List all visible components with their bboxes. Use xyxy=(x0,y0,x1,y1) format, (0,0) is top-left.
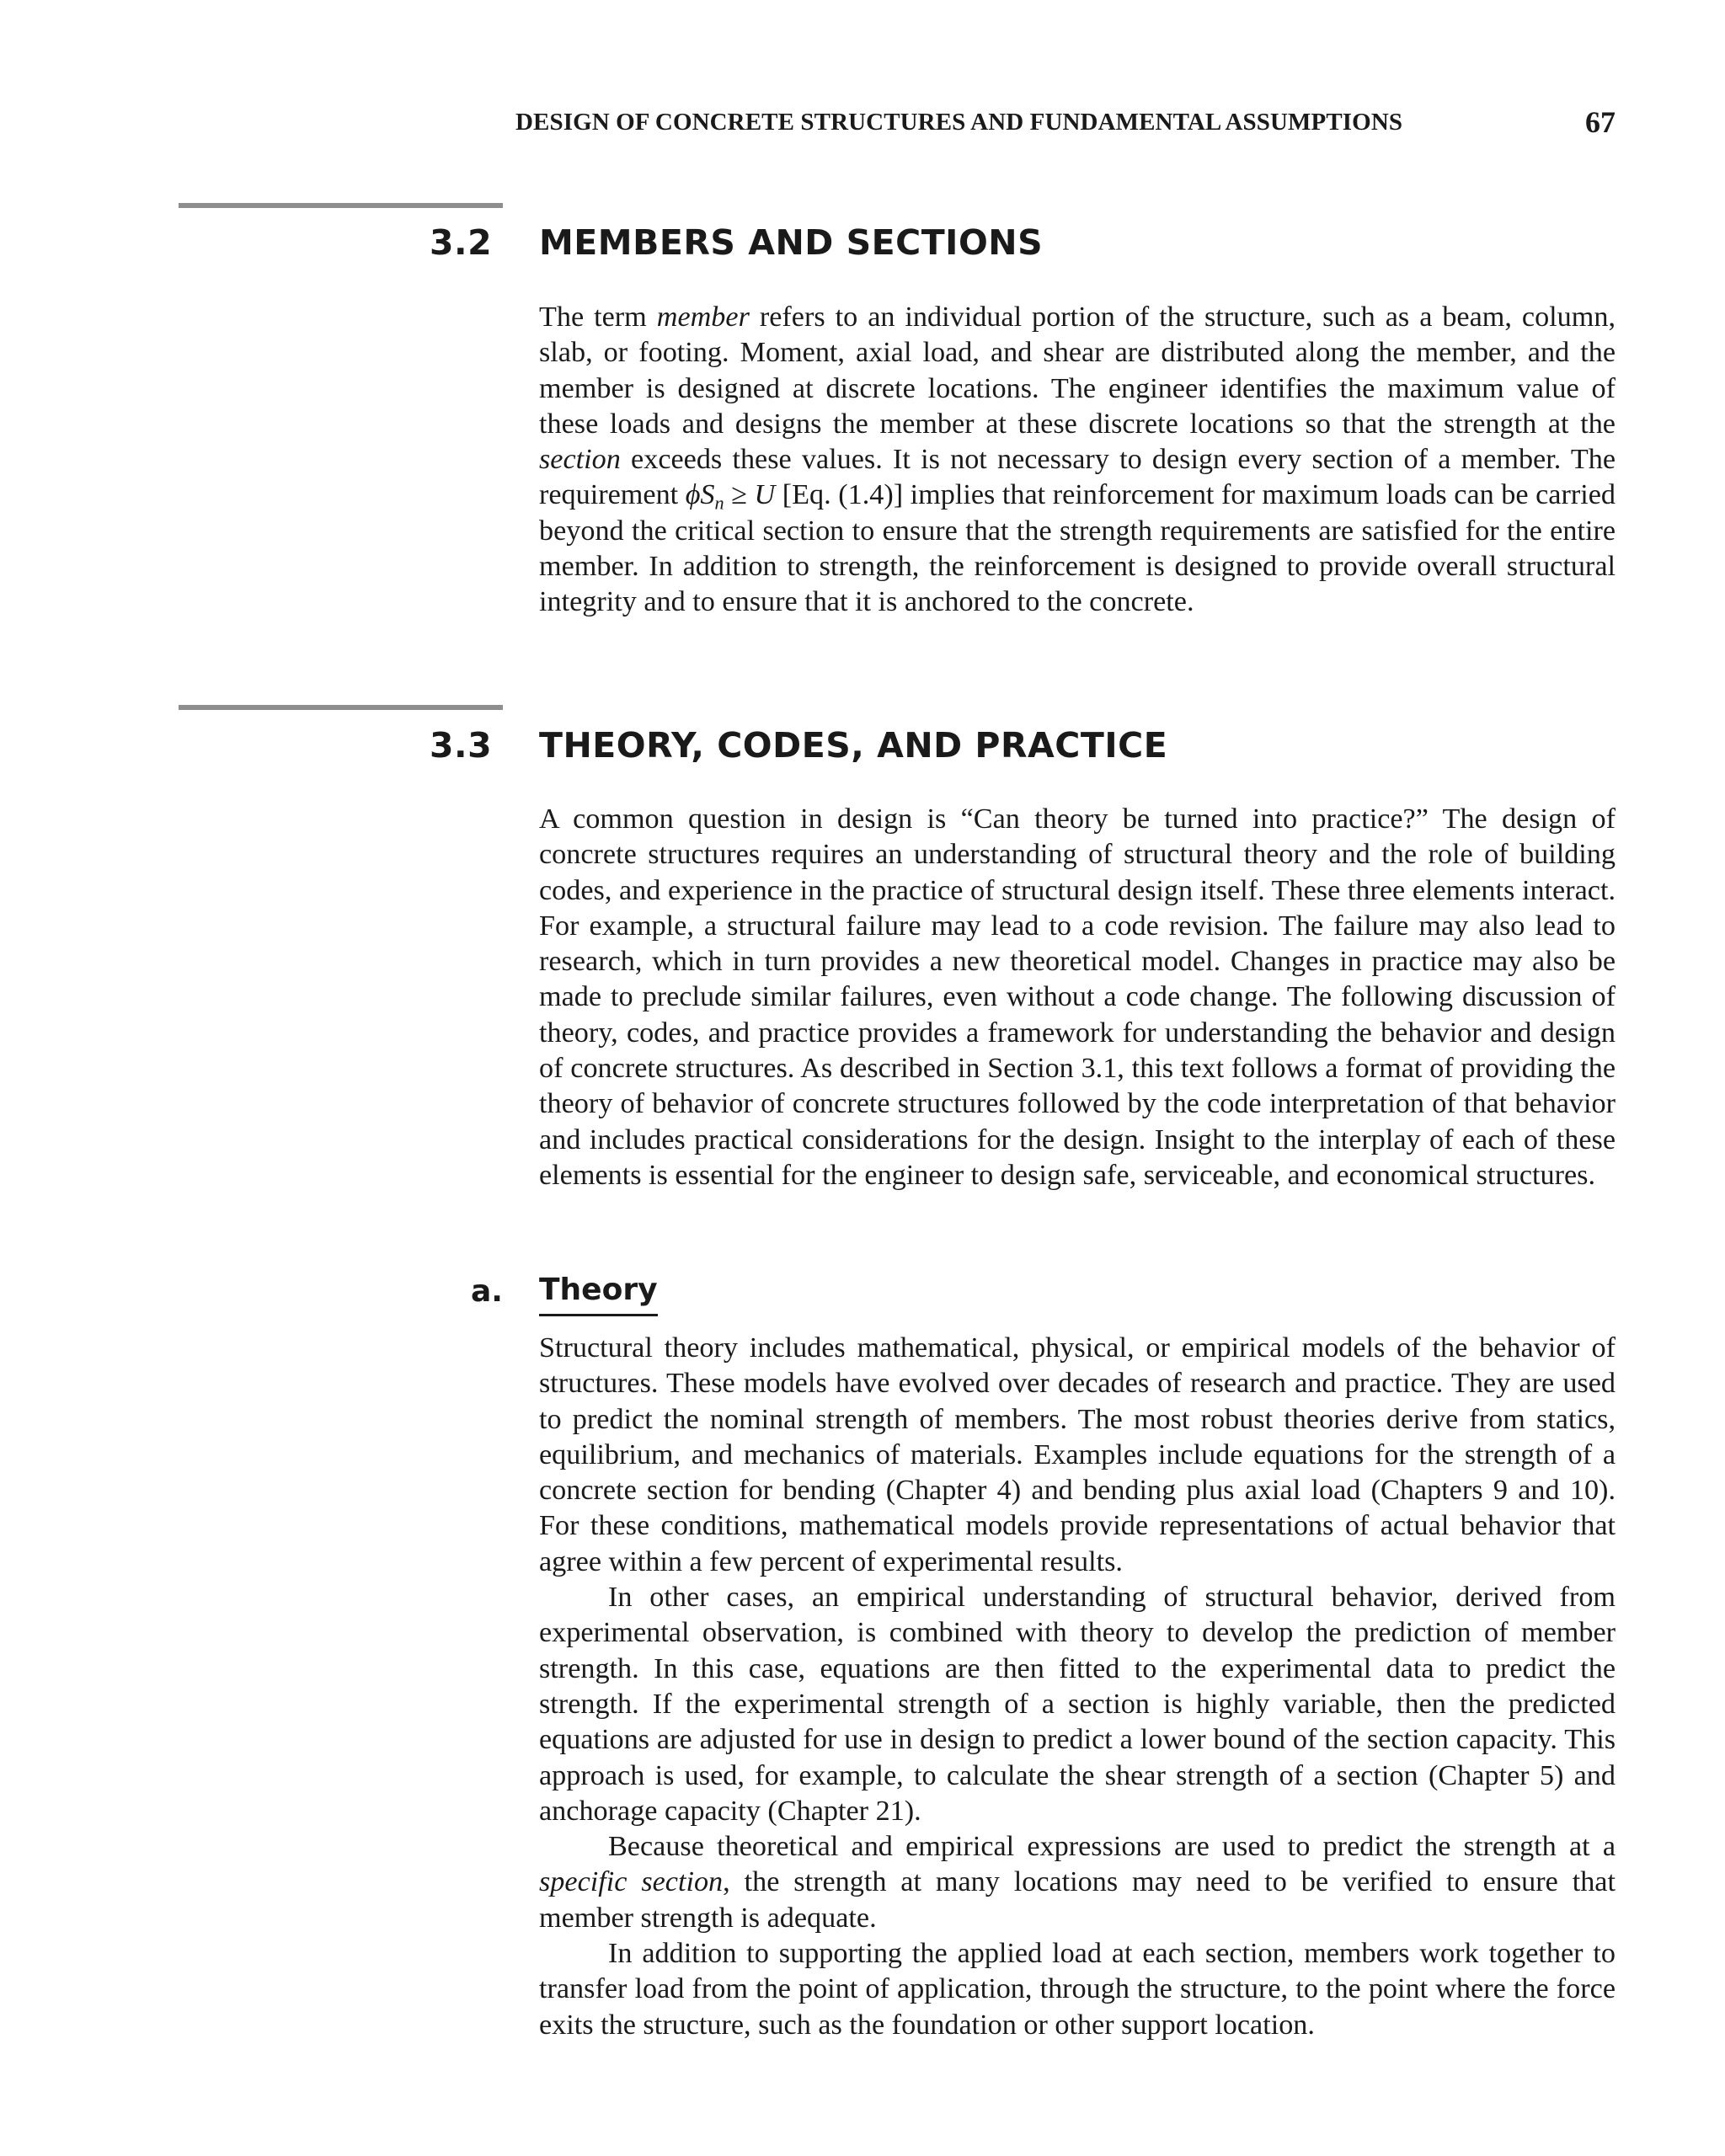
section-title: MEMBERS AND SECTIONS xyxy=(539,222,1044,263)
paragraph: In other cases, an empirical understanding of structural behavior, derived from experimental observation, is combined with theory to develop the prediction of member strength. In this case, equations are then fitted to the experimental data to predict the strength. If the experimental strength of a section is highly variable, then the predicted equations are adjusted for use in design to predict a lower bound of the section capacity. This approach is used, for example, to calculate the shear strength of a section (Chapter 5) and anchorage capacity (Chapter 21). xyxy=(539,1582,1616,1827)
formula-phi-s: ϕS xyxy=(685,479,715,511)
paragraph xyxy=(539,1829,1616,1936)
emphasis-specific-section: specific section xyxy=(539,1866,724,1898)
emphasis-section: section xyxy=(539,444,621,476)
subsection-title: Theory xyxy=(539,1268,658,1316)
text-run: , the strength at many locations may need to be verified to ensure that member strength is adequate. xyxy=(539,1866,1616,1934)
section-rule-3-2 xyxy=(179,203,503,208)
text-run: Because theoretical and empirical expressions are used to predict the strength at a xyxy=(608,1831,1616,1863)
section-title: THEORY, CODES, AND PRACTICE xyxy=(539,725,1168,766)
section-3-3-body xyxy=(539,802,1616,1193)
subsection-theory-body xyxy=(539,1331,1616,2043)
section-rule-3-3 xyxy=(179,705,503,710)
emphasis-member: member xyxy=(656,302,750,333)
paragraph: Structural theory includes mathematical, physical, or empirical models of the behavior of structures. These models have evolved over decades of research and practice. They are used to predict the nominal strength of members. The most robust theories derive from statics, equilibrium, and mechanics of materials. Examples include equations for the strength of a concrete section for bending (Chapter 4) and bending plus axial load (Chapters 9 and 10). For these conditions, mathematical models provide representations of actual behavior that agree within a few percent of experimental results. xyxy=(539,1332,1616,1577)
formula-geq: ≥ xyxy=(724,479,755,511)
running-header xyxy=(515,101,1616,143)
paragraph: In addition to supporting the applied load at each section, members work together to transfer load from the point of application, through the structure, to the point where the force exits the structure, such as the foundation or other support location. xyxy=(539,1938,1616,2041)
page-number: 67 xyxy=(1585,105,1616,139)
section-3-2-body xyxy=(539,300,1616,621)
text-run: The term xyxy=(539,302,657,333)
paragraph xyxy=(539,300,1616,621)
paragraph: A common question in design is “Can theory be turned into practice?” The design of concrete structures requires an understanding of structural theory and the role of building codes, and experience in the practice of structural design itself. These three elements interact. For example, a structural failure may lead to a code revision. The failure may also lead to research, which in turn provides a new theoretical model. Changes in practice may also be made to preclude similar failures, even without a code change. The following discussion of theory, codes, and practice provides a framework for understanding the behavior and design of concrete structures. As described in Section 3.1, this text follows a format of providing the theory of behavior of concrete structures followed by the code interpretation of that behavior and includes practical considerations for the design. Insight to the interplay of each of these elements is essential for the engineer to design safe, serviceable, and economical structures. xyxy=(539,803,1616,1191)
text-run: [Eq. (1.4)] implies that reinforcement for maximum loads can be carried beyond the critical section to ensure that the strength requirements are satisfied for the entire member. In addition to strength, the reinforcement is designed to provide overall structural integrity and to ensure that it is anchored to the concrete. xyxy=(539,479,1616,618)
subsection-letter: a. xyxy=(471,1274,503,1309)
section-number: 3.2 xyxy=(430,222,493,263)
text-run: refers to an individual portion of the structure, such as a beam, column, slab, or footing. Moment, axial load, and shear are distributed along the member, and the member is designed at discrete locations. The engineer identifies the maximum value of these loads and designs the member at these discrete locations so that the strength at the xyxy=(539,302,1616,440)
running-title: DESIGN OF CONCRETE STRUCTURES AND FUNDAMENTAL ASSUMPTIONS xyxy=(515,109,1403,136)
section-number: 3.3 xyxy=(430,725,493,766)
formula-u: U xyxy=(754,479,776,511)
formula-subscript: n xyxy=(714,493,724,515)
text-run: exceeds these values. It is not necessary to design every section of a member. The requirement xyxy=(539,444,1616,511)
